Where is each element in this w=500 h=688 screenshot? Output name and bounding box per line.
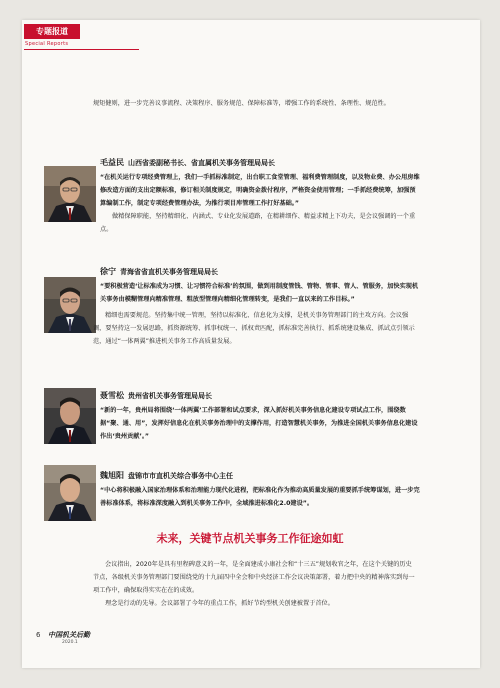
speaker-quote: “中心将积极融入国家治理体系和治理能力现代化进程，把标准化作为推动高质量发展的重要抓手统筹谋划，进一步完善标准体系，将标准深度融入到机关事务工作中，全域推进标准化2.0建设”。 bbox=[100, 487, 420, 507]
body-paragraph: 精细也需要规范。坚持集中统一管理，坚持以标准化、信息化为支撑，是机关事务管理部门的主攻方向。会议强调，要坚持这一发展思路，抓资源统筹、抓事权统一、抓权责匹配，抓标准完善执行、抓系统建设集成、抓试点引领示范，通过“一体两翼”推进机关事务工作高质量发展。 bbox=[93, 312, 415, 345]
speaker-name: 聂雪松 bbox=[100, 391, 124, 400]
magazine-logo: 中国机关后勤 bbox=[48, 630, 90, 639]
speaker-title: 盘锦市市直机关综合事务中心主任 bbox=[128, 472, 233, 480]
section-tab: 专题报道 bbox=[24, 24, 80, 39]
speaker-name: 毛益民 bbox=[100, 158, 124, 167]
body-paragraph: 会议指出，2020年是具有里程碑意义的一年，是全面建成小康社会和“十三五”规划收官之年，在这个关键的历史节点，各级机关事务管理部门要围绕党的十九届四中全会和中央经济工作会议决策部署，着力把中央的精神落实到每一项工作中，确保取得实实在在的成效。 bbox=[93, 561, 415, 594]
speaker-quote: “新的一年，贵州局将围绕‘一体两翼’工作部署和试点要求，深入抓好机关事务信息化建设专项试点工作，围绕数据“聚、通、用”，发挥好信息化在机关事务治理中的支撑作用，打造智慧机关事务，为推进全国机关事务信息化建设作出‘贵州贡献’。” bbox=[100, 407, 418, 440]
issue-number: 2020.1 bbox=[62, 640, 78, 645]
body-paragraph: 理念是行动的先导。会议部署了今年的重点工作，抓好节约型机关创建被置于首位。 bbox=[105, 600, 334, 607]
speaker-name: 魏旭阳 bbox=[100, 471, 124, 480]
body-paragraph: 做精保障职能，坚持精细化、内涵式、专业化发展道路，在精耕细作、精益求精上下功夫，是会议强调的一个重点。 bbox=[100, 213, 416, 233]
portrait-photo bbox=[44, 166, 96, 222]
future-section bbox=[93, 558, 417, 610]
speaker-quote: “要积极营造‘让标准成为习惯、让习惯符合标准’的氛围，做到用制度管钱、管物、管事、管人、管服务，加快实现机关事务由模糊管理向精准管理、粗放型管理向精细化管理转变，是我们一直以来的工作目标。” bbox=[100, 283, 419, 303]
portrait-photo bbox=[44, 277, 96, 333]
section-heading: 未来，关键节点机关事务工作征途如虹 bbox=[156, 532, 344, 545]
speaker-title: 山西省委副秘书长、省直属机关事务管理局局长 bbox=[128, 159, 275, 167]
header-rule bbox=[24, 49, 139, 50]
intro-paragraph: 规矩健则，进一步完善议事流程、决策程序、服务规范、保障标准等，增强工作的系统性、条理性、规范性。 bbox=[93, 100, 390, 107]
portrait-photo bbox=[44, 388, 96, 444]
speaker-quote: “在机关运行专项经费管理上，我们一手抓标准制定，出台职工食堂管理、福利费管理制度，以及物业费、办公用房维修改造方面的支出定额标准，修订相关制度规定，明确资金拨付程序，严格资金使用管理；一手抓经费统筹，加强预算编制工作，制定专项经费管理办法，为推行项目库管理工作打好基础。” bbox=[100, 174, 420, 207]
speaker-name: 徐宁 bbox=[100, 267, 116, 276]
speaker-title: 青海省省直机关事务管理局局长 bbox=[120, 268, 218, 276]
portrait-photo bbox=[44, 465, 96, 521]
section-subtitle: Special Reports bbox=[25, 41, 69, 47]
speaker-title: 贵州省机关事务管理局局长 bbox=[128, 392, 212, 400]
page-number: 6 bbox=[36, 631, 41, 639]
